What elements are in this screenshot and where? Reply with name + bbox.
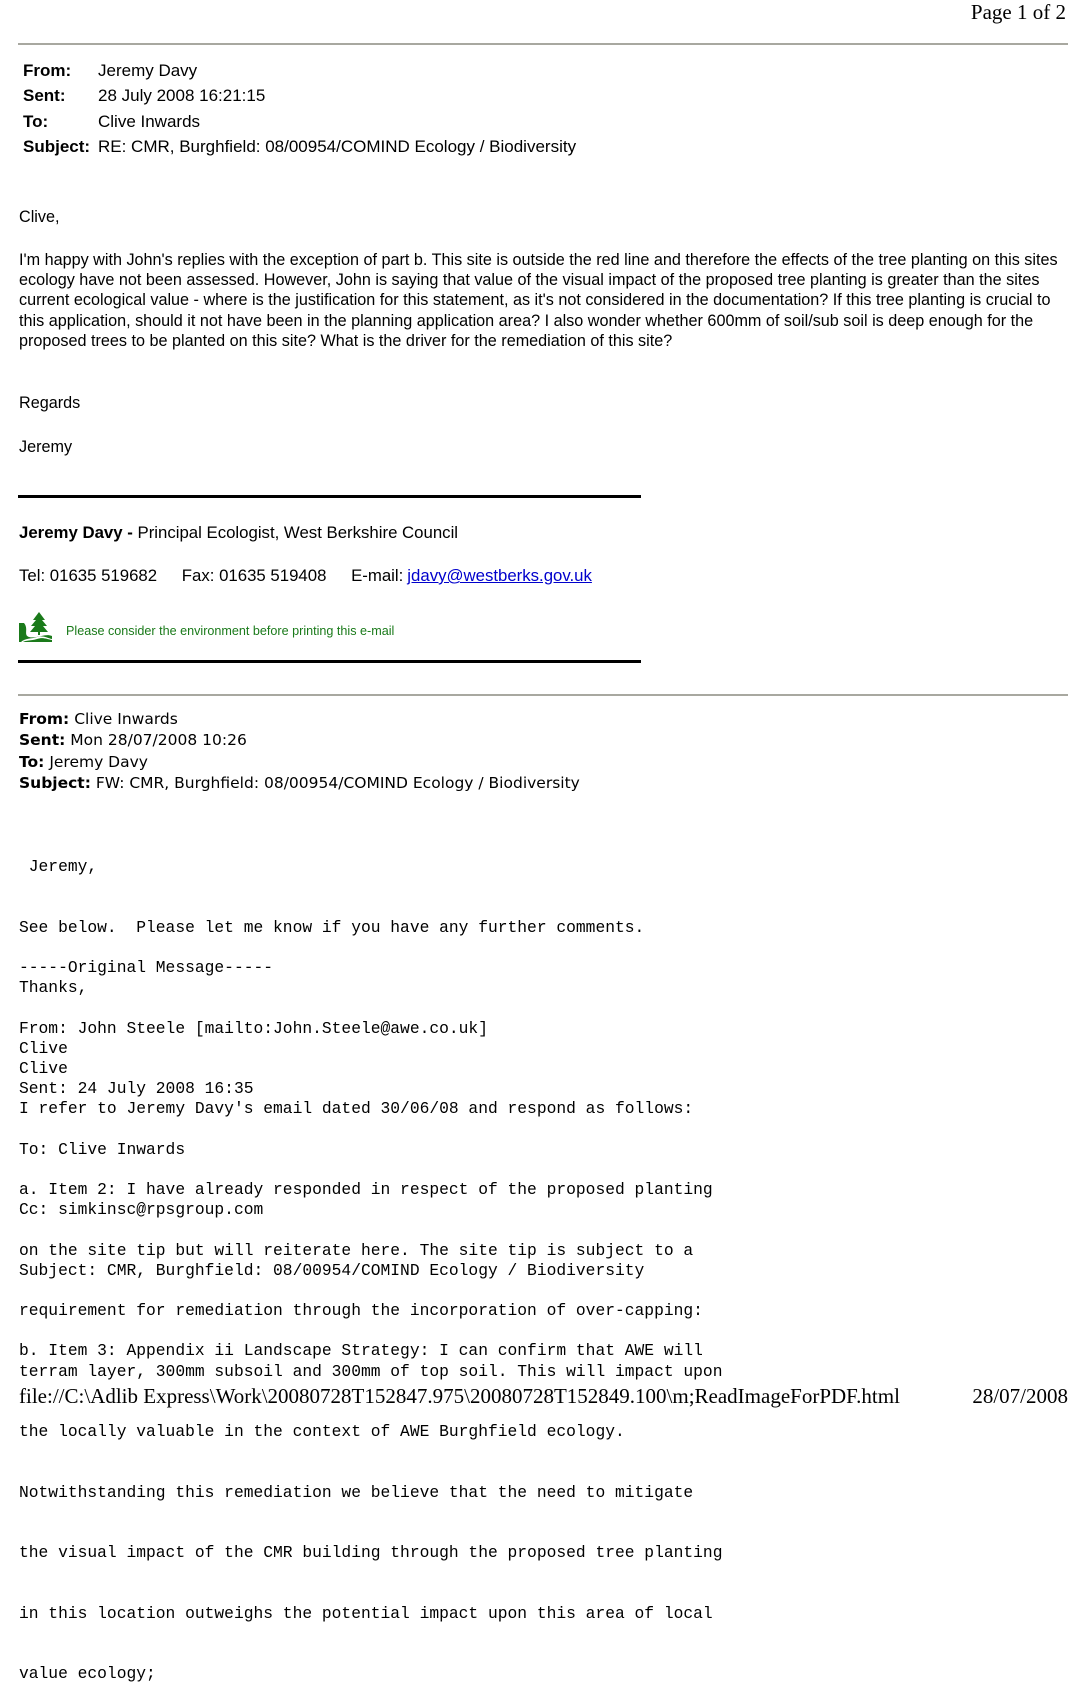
sign-name: Jeremy bbox=[19, 438, 73, 456]
fax: Fax: 01635 519408 bbox=[181, 566, 327, 585]
to-label: To: bbox=[23, 111, 49, 131]
orig-intro: I refer to Jeremy Davy's email dated 30/06/08 and respond as follows: bbox=[19, 1099, 694, 1118]
forwarded-header bbox=[19, 709, 580, 795]
greeting: Clive, bbox=[19, 208, 60, 226]
email-label: E-mail: bbox=[351, 566, 404, 585]
regards: Regards bbox=[19, 394, 81, 412]
subject-label: Subject: bbox=[23, 136, 91, 156]
signature-line bbox=[19, 523, 458, 543]
environment-notice: Please consider the environment before printing this e-mail bbox=[66, 624, 395, 638]
orig-header-line: Sent: 24 July 2008 16:35 bbox=[19, 1079, 254, 1099]
tree-landscape-icon bbox=[19, 611, 52, 642]
header-sent-row bbox=[23, 83, 576, 108]
footer-file-path: file://C:\Adlib Express\Work\20080728T152847.975\20080728T152849.100\m;ReadImageForPDF.html bbox=[19, 1384, 900, 1408]
item-a-line: the locally valuable in the context of AWE Burghfield ecology. bbox=[19, 1422, 625, 1442]
fwd-subject-value: FW: CMR, Burghfield: 08/00954/COMIND Ecology / Biodiversity bbox=[95, 774, 580, 793]
fwd-from-label: From: bbox=[19, 710, 70, 728]
forward-note-line: See below. Please let me know if you have any further comments. bbox=[19, 917, 645, 937]
email-link[interactable]: jdavy@westberks.gov.uk bbox=[407, 566, 592, 585]
header-subject-row bbox=[23, 134, 576, 159]
original-message-marker: -----Original Message----- bbox=[19, 958, 274, 978]
orig-header-line: Subject: CMR, Burghfield: 08/00954/COMIND Ecology / Biodiversity bbox=[19, 1260, 645, 1280]
fwd-to-label: To: bbox=[19, 752, 45, 771]
thread-divider bbox=[18, 694, 1068, 696]
signature-divider-bottom bbox=[18, 660, 641, 663]
email-header bbox=[23, 58, 576, 159]
fwd-from-row bbox=[19, 709, 580, 730]
fwd-sent-row bbox=[19, 730, 580, 751]
tel: Tel: 01635 519682 bbox=[19, 566, 158, 585]
footer-date: 28/07/2008 bbox=[972, 1384, 1068, 1408]
item-a-line: a. Item 2: I have already responded in respect of the proposed planting bbox=[19, 1180, 713, 1200]
from-value: Jeremy Davy bbox=[98, 61, 198, 80]
header-to-row bbox=[23, 109, 576, 134]
item-a bbox=[19, 1140, 722, 1704]
page-number: Page 1 of 2 bbox=[970, 0, 1066, 24]
orig-header-line: To: Clive Inwards bbox=[19, 1139, 186, 1159]
orig-salutation: Clive bbox=[19, 1059, 68, 1078]
fwd-from-value: Clive Inwards bbox=[74, 710, 178, 728]
orig-header-line: From: John Steele [mailto:John.Steele@awe.co.uk] bbox=[19, 1018, 488, 1038]
subject-value: RE: CMR, Burghfield: 08/00954/COMIND Ecology / Biodiversity bbox=[98, 136, 577, 156]
signature-title: Principal Ecologist, West Berkshire Council bbox=[137, 523, 459, 542]
message-paragraph: I'm happy with John's replies with the exception of part b. This site is outside the red line and therefore the effects of the tree planting on this sites ecology have not been assessed. However, John is saying that value of the visual impact of the proposed tree planting is greater than the sites current ecological value - where is the justification for this statement, as it's not considered in the documentation? If this tree planting is crucial to this application, should it not have been in the planning application area? I also wonder whether 600mm of soil/sub soil is deep enough for the proposed trees to be planted on this site? What is the driver for the remediation of this site? bbox=[19, 251, 1058, 350]
item-a-line: terram layer, 300mm subsoil and 300mm of top soil. This will impact upon bbox=[19, 1361, 723, 1381]
fwd-to-value: Jeremy Davy bbox=[49, 752, 148, 771]
sent-label: Sent: bbox=[23, 86, 66, 106]
forward-note-line: Jeremy, bbox=[19, 857, 98, 877]
item-b-start: b. Item 3: Appendix ii Landscape Strategy: I can confirm that AWE will bbox=[19, 1341, 703, 1360]
item-a-line: value ecology; bbox=[19, 1664, 156, 1684]
item-a-line: in this location outweighs the potential impact upon this area of local bbox=[19, 1603, 713, 1623]
item-a-line: on the site tip but will reiterate here. The site tip is subject to a bbox=[19, 1240, 694, 1260]
fwd-subject-row bbox=[19, 773, 580, 794]
contact-line bbox=[19, 566, 592, 586]
signature-name: Jeremy Davy - bbox=[19, 523, 133, 542]
forward-note-line: Thanks, bbox=[19, 978, 88, 998]
signature-divider-top bbox=[18, 495, 641, 498]
fwd-to-row bbox=[19, 752, 580, 773]
orig-header-line: Cc: simkinsc@rpsgroup.com bbox=[19, 1200, 264, 1220]
fwd-sent-label: Sent: bbox=[19, 731, 66, 750]
from-label: From: bbox=[23, 61, 72, 80]
forward-note-line: Clive bbox=[19, 1038, 68, 1058]
top-divider bbox=[18, 43, 1068, 45]
item-a-line: Notwithstanding this remediation we believe that the need to mitigate bbox=[19, 1482, 694, 1502]
item-a-line: the visual impact of the CMR building through the proposed tree planting bbox=[19, 1543, 723, 1563]
sent-value: 28 July 2008 16:21:15 bbox=[98, 86, 266, 106]
fwd-subject-label: Subject: bbox=[19, 774, 91, 793]
to-value: Clive Inwards bbox=[98, 111, 201, 131]
item-a-line: requirement for remediation through the incorporation of over-capping: bbox=[19, 1301, 703, 1321]
fwd-sent-value: Mon 28/07/2008 10:26 bbox=[70, 731, 247, 750]
header-from-row bbox=[23, 58, 576, 83]
